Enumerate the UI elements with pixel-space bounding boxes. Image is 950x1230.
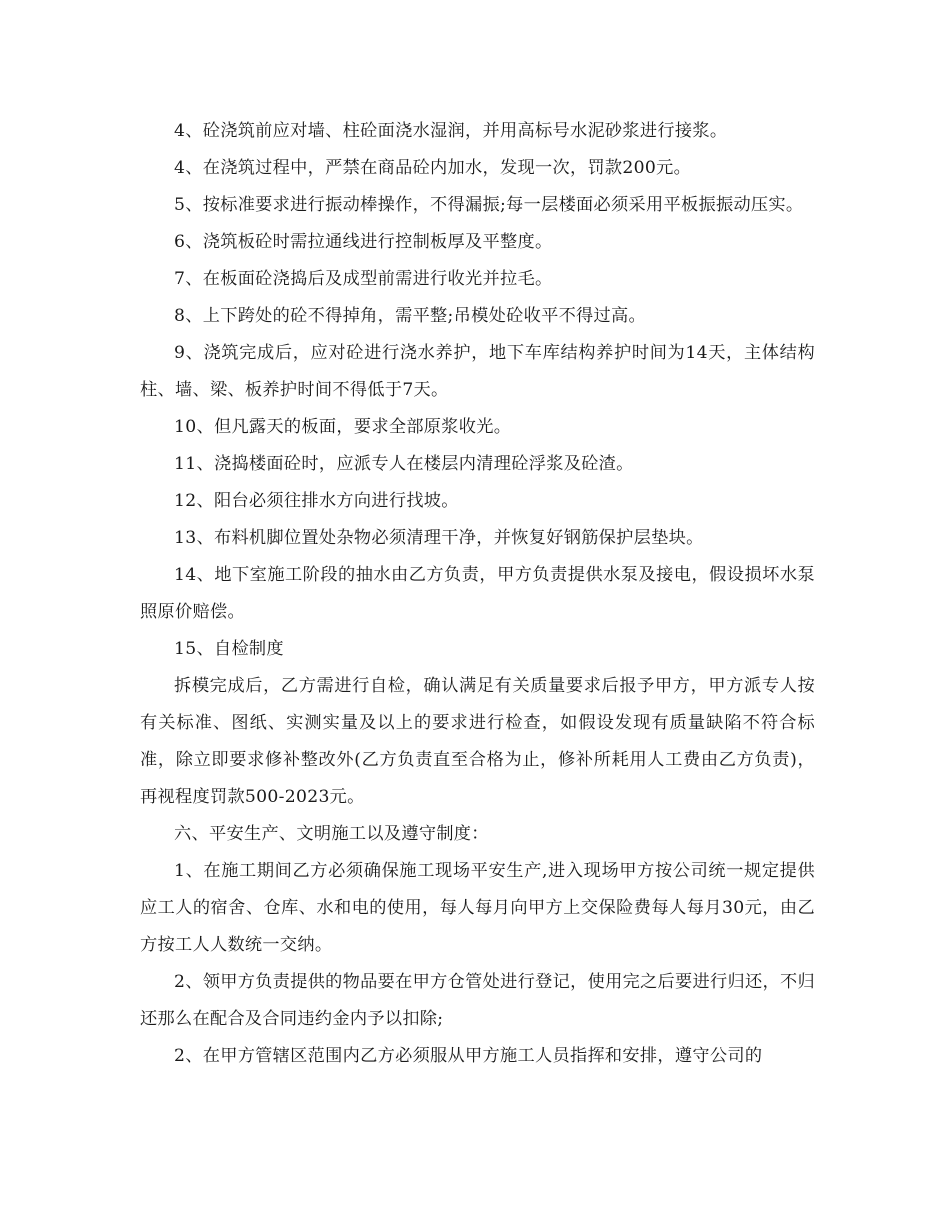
paragraph: 2、在甲方管辖区范围内乙方必须服从甲方施工人员指挥和安排，遵守公司的 (174, 1046, 763, 1066)
paragraph: 9、浇筑完成后，应对砼进行浇水养护，地下车库结构养护时间为14天，主体结构柱、墙、梁、板养护时间不得低于7天。 (140, 343, 815, 400)
paragraph: 4、在浇筑过程中，严禁在商品砼内加水，发现一次，罚款200元。 (174, 158, 692, 178)
section-heading: 六、平安生产、文明施工以及遵守制度： (174, 824, 489, 844)
paragraph: 13、布料机脚位置处杂物必须清理干净，并恢复好钢筋保护层垫块。 (174, 528, 704, 548)
paragraph: 5、按标准要求进行振动棒操作，不得漏振;每一层楼面必须采用平板振振动压实。 (174, 195, 804, 215)
paragraph: 12、阳台必须往排水方向进行找坡。 (174, 491, 459, 511)
paragraph: 4、砼浇筑前应对墙、柱砼面浇水湿润，并用高标号水泥砂浆进行接浆。 (174, 121, 728, 141)
paragraph: 1、在施工期间乙方必须确保施工现场平安生产,进入现场甲方按公司统一规定提供应工人的宿舍、仓库、水和电的使用，每人每月向甲方上交保险费每人每月30元，由乙方按工人人数统一交纳。 (140, 861, 815, 955)
paragraph: 7、在板面砼浇捣后及成型前需进行收光并拉毛。 (174, 269, 553, 289)
paragraph: 拆模完成后，乙方需进行自检，确认满足有关质量要求后报予甲方，甲方派专人按有关标准、图纸、实测实量及以上的要求进行检查，如假设发现有质量缺陷不符合标准，除立即要求修补整改外(乙方负责直至合格为止，修补所耗用人工费由乙方负责)，再视程度罚款500-2023元。 (140, 676, 815, 807)
section-subheading: 15、自检制度 (174, 639, 284, 659)
paragraph: 2、领甲方负责提供的物品要在甲方仓管处进行登记，使用完之后要进行归还，不归还那么在配合及合同违约金内予以扣除; (140, 972, 815, 1029)
paragraph: 8、上下跨处的砼不得掉角，需平整;吊模处砼收平不得过高。 (174, 306, 647, 326)
paragraph: 14、地下室施工阶段的抽水由乙方负责，甲方负责提供水泵及接电，假设损坏水泵照原价赔偿。 (140, 565, 815, 622)
paragraph: 11、浇捣楼面砼时，应派专人在楼层内清理砼浮浆及砼渣。 (174, 454, 634, 474)
paragraph: 6、浇筑板砼时需拉通线进行控制板厚及平整度。 (174, 232, 553, 252)
document-body (140, 113, 815, 1075)
paragraph: 10、但凡露天的板面，要求全部原浆收光。 (174, 417, 512, 437)
